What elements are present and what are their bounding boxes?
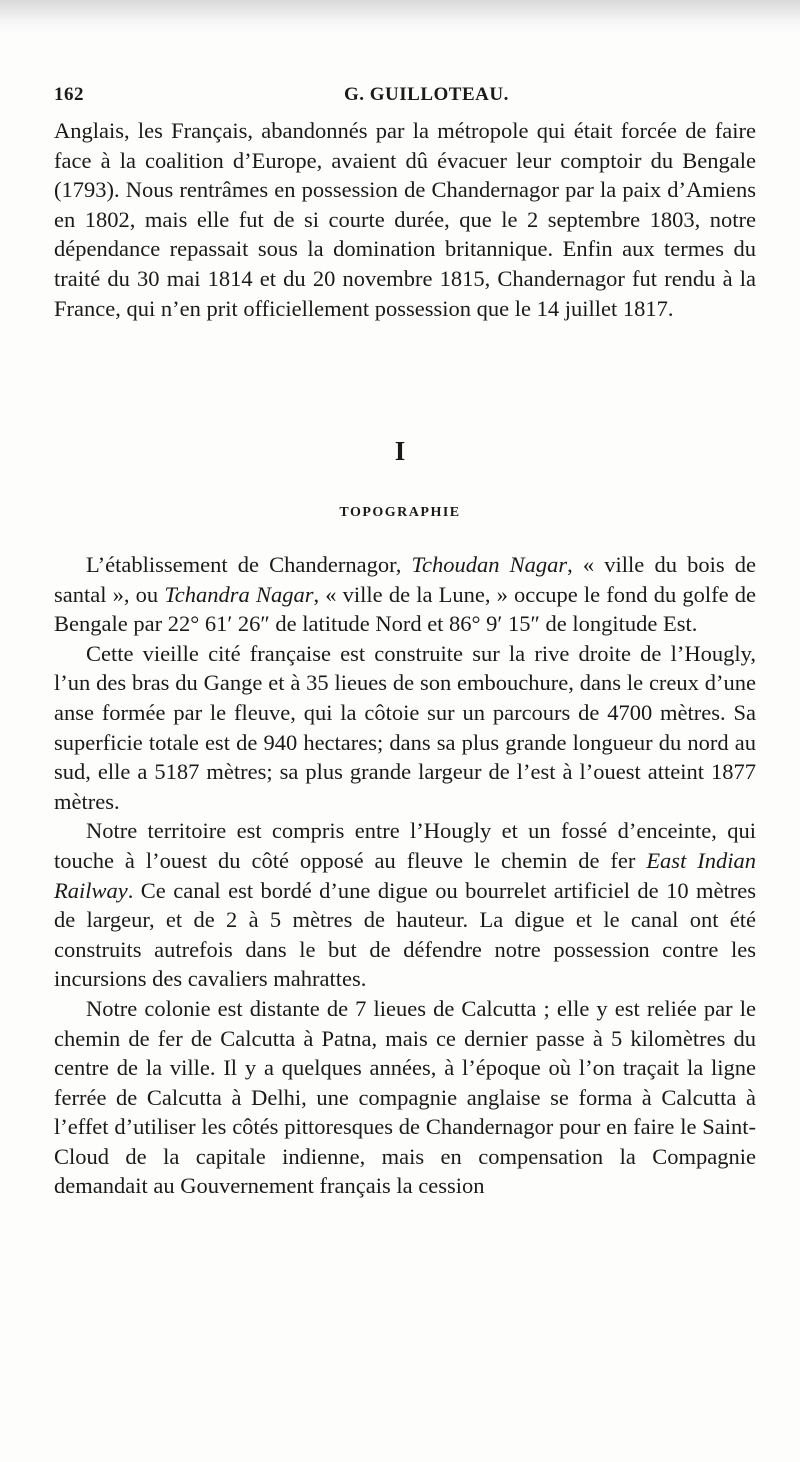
p1-text-c: , « ville du bois de santal », ou xyxy=(54,552,756,607)
running-title: G. GUILLOTEAU. xyxy=(344,84,509,105)
scan-top-edge xyxy=(0,0,800,34)
section-number: I xyxy=(394,436,406,466)
intro-text: Anglais, les Français, abandonnés par la métropole qui était forcée de faire face à la coalition d’Europe, avaient dû évacuer leur comptoir du Bengale (1793). Nous rentrâmes en possession de Chandernagor par la paix d’Amiens en 1802, mais elle fut de si courte durée, que le 2 septembre 1803, notre dépendance repassait sous la domination britannique. Enfin aux termes du traité du 30 mai 1814 et du 20 novembre 1815, Chandernagor fut rendu à la France, qui n’en prit officiellement possession que le 14 juillet 1817. xyxy=(54,118,756,321)
p1-text-a: L’établissement de Chandernagor, xyxy=(86,552,412,577)
p1-place-name-2: Tchandra Nagar xyxy=(164,581,314,607)
p3-text-a: Notre territoire est compris entre l’Hougly et un fossé d’enceinte, qui touche à l’ouest du côté opposé au fleuve le chemin de fer xyxy=(54,818,756,873)
p3-railway-name: East Indian Railway xyxy=(54,847,756,903)
paragraph-location xyxy=(54,550,756,639)
paragraph-colony: Notre colonie est distante de 7 lieues de Calcutta ; elle y est reliée par le chemin de fer de Calcutta à Patna, mais ce dernier passe à 5 kilomètres du centre de la ville. Il y a quelques années, à l’époque où l’on traçait la ligne ferrée de Calcutta à Delhi, une compagnie anglaise se forma à Calcutta à l’effet d’utiliser les côtés pittoresques de Chandernagor pour en faire le Saint-Cloud de la capitale indienne, mais en compensation la Compagnie demandait au Gouvernement français la cession xyxy=(54,995,756,1199)
intro-paragraph xyxy=(54,116,756,323)
section-body xyxy=(54,550,756,1201)
p1-place-name-1: Tchoudan Nagar xyxy=(411,552,568,577)
paragraph-city: Cette vieille cité française est construite sur la rive droite de l’Hougly, l’un des bras du Gange et à 35 lieues de son embouchure, dans le creux d’une anse formée par le fleuve, qui la côtoie sur un parcours de 4700 mètres. Sa superficie totale est de 940 hectares; dans sa plus grande longueur du nord au sud, elle a 5187 mètres; sa plus grande largeur de l’est à l’ouest atteint 1877 mètres. xyxy=(54,640,756,814)
running-head xyxy=(54,84,754,108)
page-number: 162 xyxy=(54,84,84,105)
paragraph-territory xyxy=(54,816,756,994)
p3-text-c: . Ce canal est bordé d’une digue ou bourrelet artificiel de 10 mètres de largeur, et de 2 à 5 mètres de hauteur. La digue et le canal ont été construits autrefois dans le but de défendre notre possession contre les incursions des cavaliers mahrattes. xyxy=(54,877,756,992)
p1-text-e: , « ville de la Lune, » occupe le fond du golfe de Bengale par 22° 61′ 26″ de latitude Nord et 86° 9′ 15″ de longitude Est. xyxy=(54,581,756,637)
section-title: TOPOGRAPHIE xyxy=(339,505,461,520)
